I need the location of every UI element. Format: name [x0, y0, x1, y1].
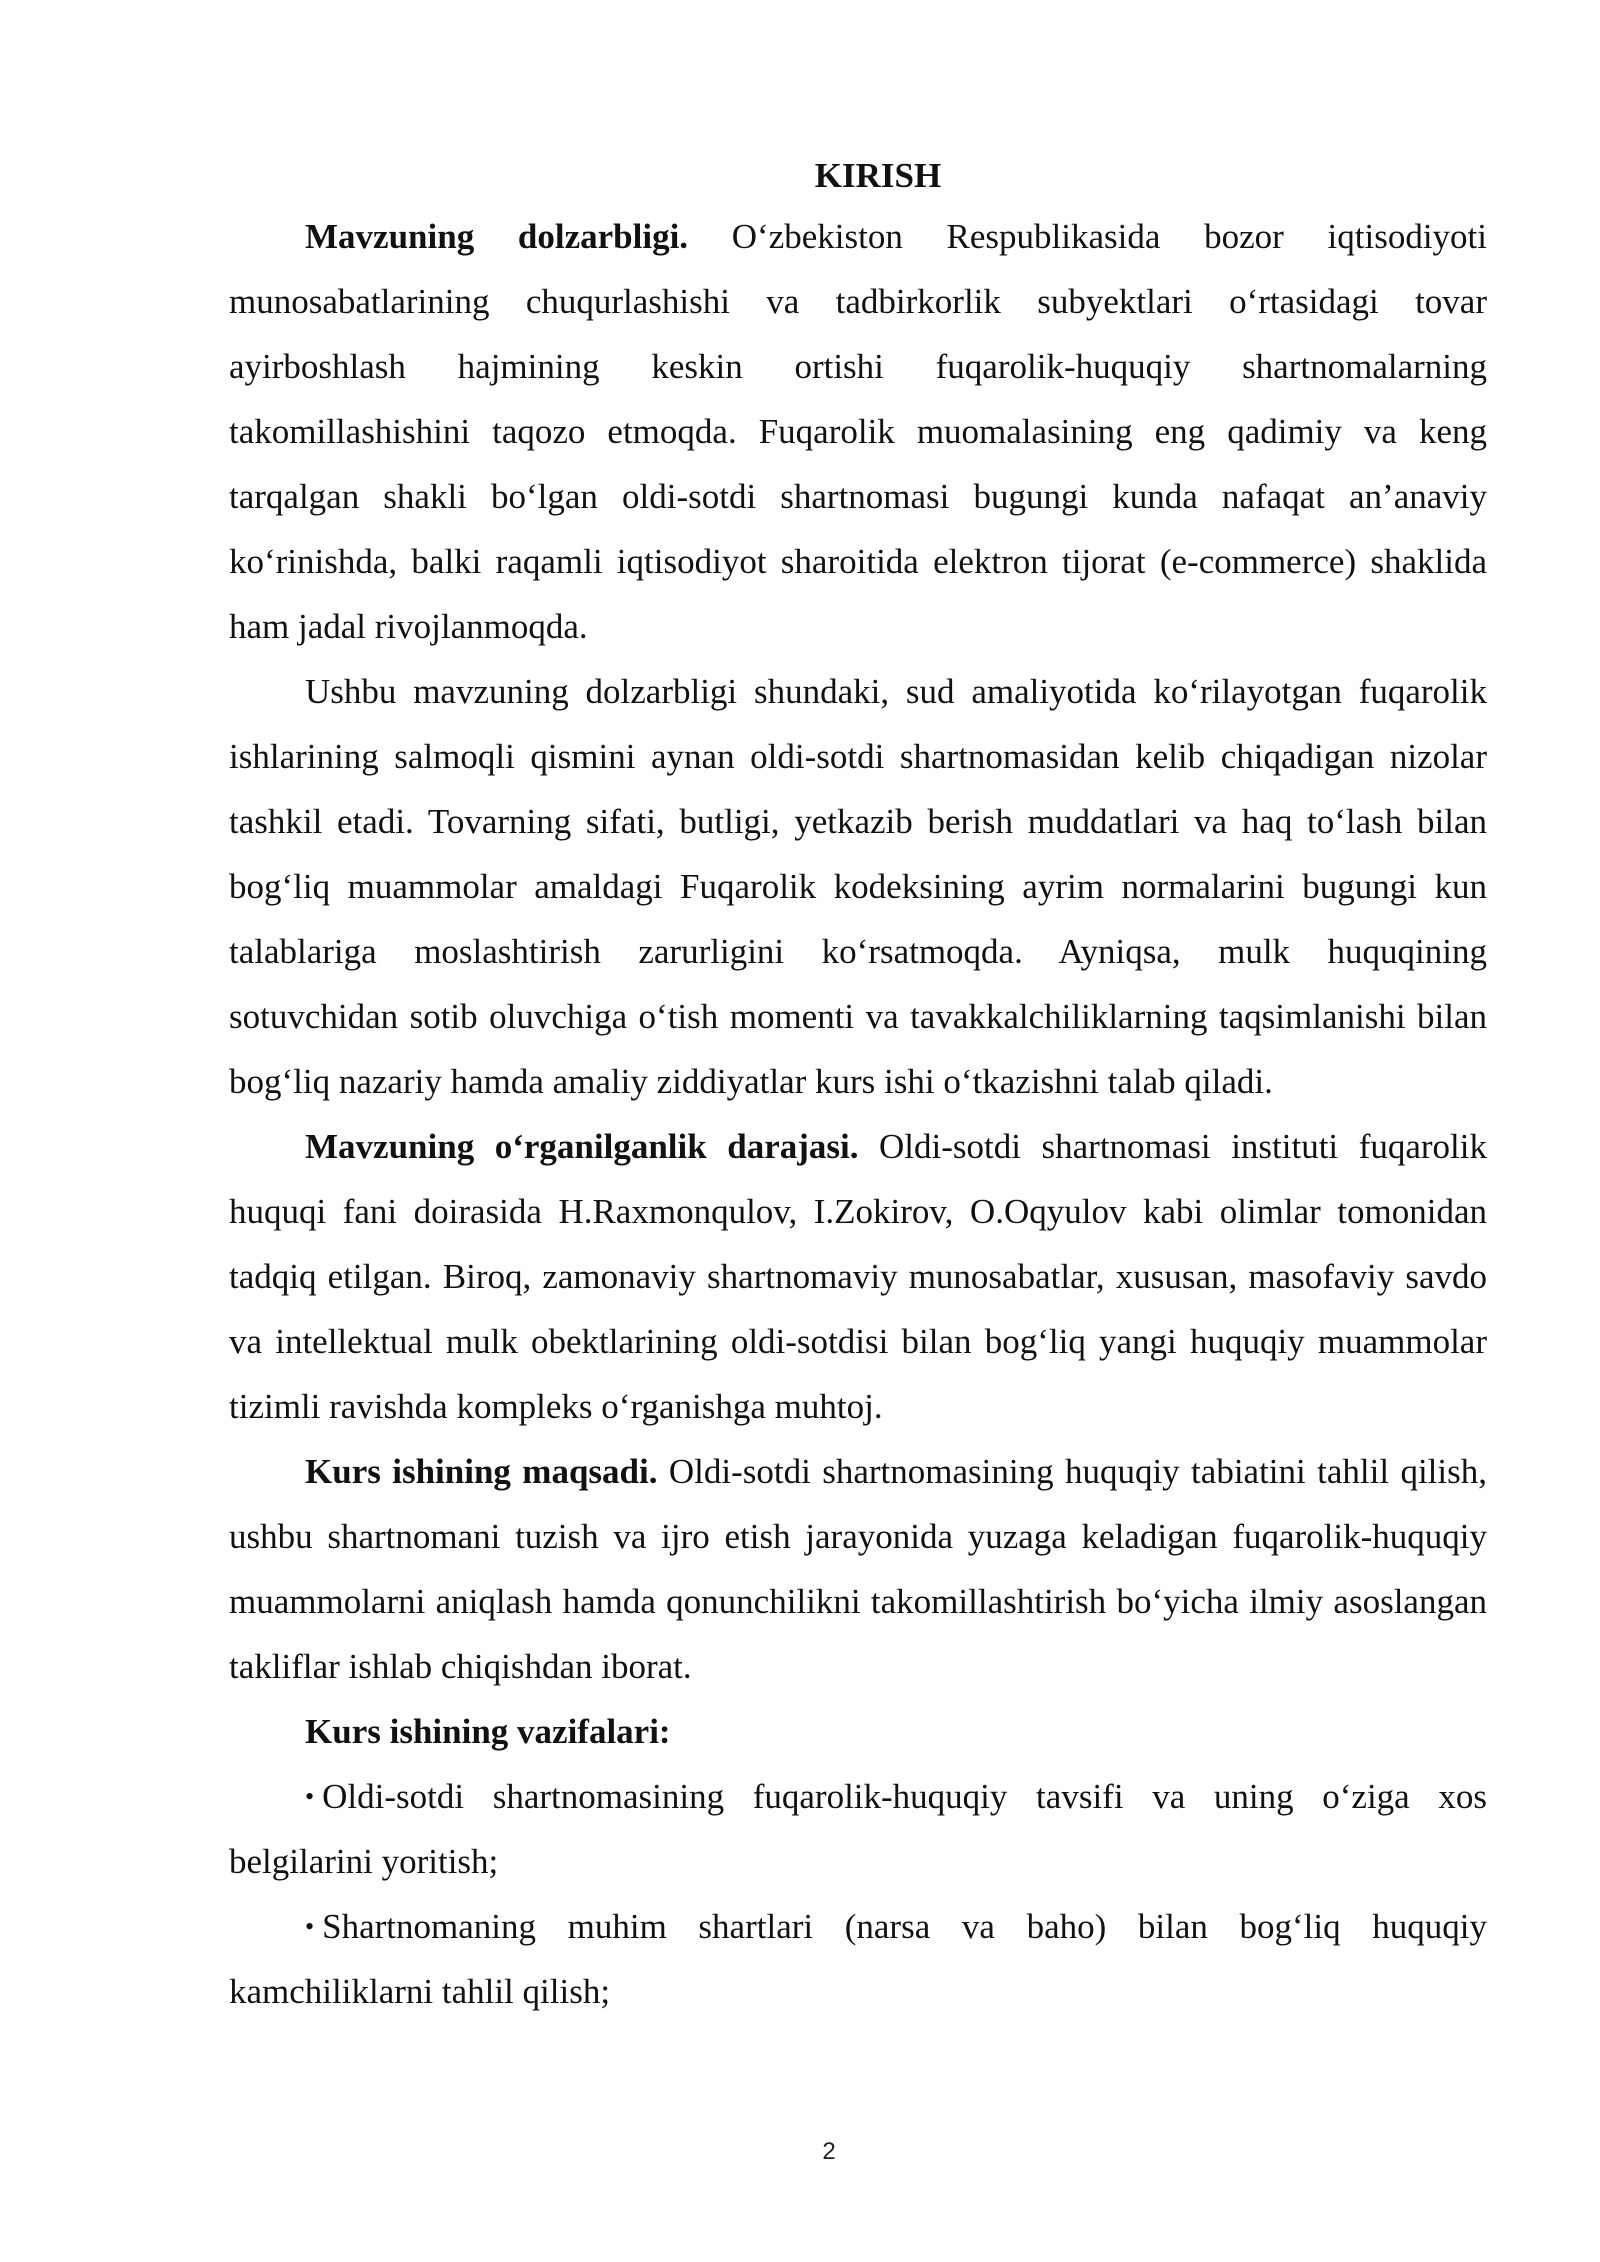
bullet-icon: •	[305, 1912, 315, 1941]
task-text: Shartnomaning muhim shartlari (narsa va baho) bilan bog‘liq huquqiy kamchiliklarni tahlil qilish;	[229, 1907, 1487, 2011]
task-text: Oldi-sotdi shartnomasining fuqarolik-huquqiy tavsifi va uning o‘ziga xos belgilarini yoritish;	[229, 1777, 1487, 1881]
task-item	[229, 1894, 1487, 2024]
paragraph-text: O‘zbekiston Respublikasida bozor iqtisodiyoti munosabatlarining chuqurlashishi va tadbirkorlik subyektlari o‘rtasidagi tovar ayirboshlash hajmining keskin ortishi fuqarolik-huquqiy shartnomalarning takomillashishini taqozo etmoqda. Fuqarolik muomalasining eng qadimiy va keng tarqalgan shakli bo‘lgan oldi-sotdi shartnomasi bugungi kunda nafaqat an’anaviy ko‘rinishda, balki raqamli iqtisodiyot sharoitida elektron tijorat (e-commerce) shaklida ham jadal rivojlanmoqda.	[229, 217, 1487, 646]
section-title: KIRISH	[814, 156, 942, 195]
page-number: 2	[822, 2138, 836, 2165]
paragraph-study-degree	[229, 1114, 1487, 1439]
bullet-icon: •	[305, 1782, 315, 1811]
paragraph-goal	[229, 1439, 1487, 1699]
paragraph-lead: Mavzuning dolzarbligi.	[305, 217, 689, 256]
paragraph-lead: Kurs ishining maqsadi.	[305, 1452, 658, 1491]
paragraph-text: Oldi-sotdi shartnomasining huquqiy tabiatini tahlil qilish, ushbu shartnomani tuzish va ijro etish jarayonida yuzaga keladigan fuqarolik-huquqiy muammolarni aniqlash hamda qonunchilikni takomillashtirish bo‘yicha ilmiy asoslangan takliflar ishlab chiqishdan iborat.	[229, 1452, 1487, 1686]
tasks-heading: Kurs ishining vazifalari:	[305, 1712, 671, 1751]
document-page	[229, 148, 1487, 2024]
task-item	[229, 1764, 1487, 1894]
paragraph-lead: Mavzuning o‘rganilganlik darajasi.	[305, 1127, 859, 1166]
paragraph-text: Ushbu mavzuning dolzarbligi shundaki, sud amaliyotida ko‘rilayotgan fuqarolik ishlarining salmoqli qismini aynan oldi-sotdi shartnomasidan kelib chiqadigan nizolar tashkil etadi. Tovarning sifati, butligi, yetkazib berish muddatlari va haq to‘lash bilan bog‘liq muammolar amaldagi Fuqarolik kodeksining ayrim normalarini bugungi kun talablariga moslashtirish zarurligini ko‘rsatmoqda. Ayniqsa, mulk huquqining sotuvchidan sotib oluvchiga o‘tish momenti va tavakkalchiliklarning taqsimlanishi bilan bog‘liq nazariy hamda amaliy ziddiyatlar kurs ishi o‘tkazishni talab qiladi.	[229, 672, 1487, 1101]
paragraph-relevance	[229, 204, 1487, 659]
paragraph-relevance-detail	[229, 659, 1487, 1114]
paragraph-text: Oldi-sotdi shartnomasi instituti fuqarolik huquqi fani doirasida H.Raxmonqulov, I.Zokirov, O.Oqyulov kabi olimlar tomonidan tadqiq etilgan. Biroq, zamonaviy shartnomaviy munosabatlar, xususan, masofaviy savdo va intellektual mulk obektlarining oldi-sotdisi bilan bog‘liq yangi huquqiy muammolar tizimli ravishda kompleks o‘rganishga muhtoj.	[229, 1127, 1487, 1426]
